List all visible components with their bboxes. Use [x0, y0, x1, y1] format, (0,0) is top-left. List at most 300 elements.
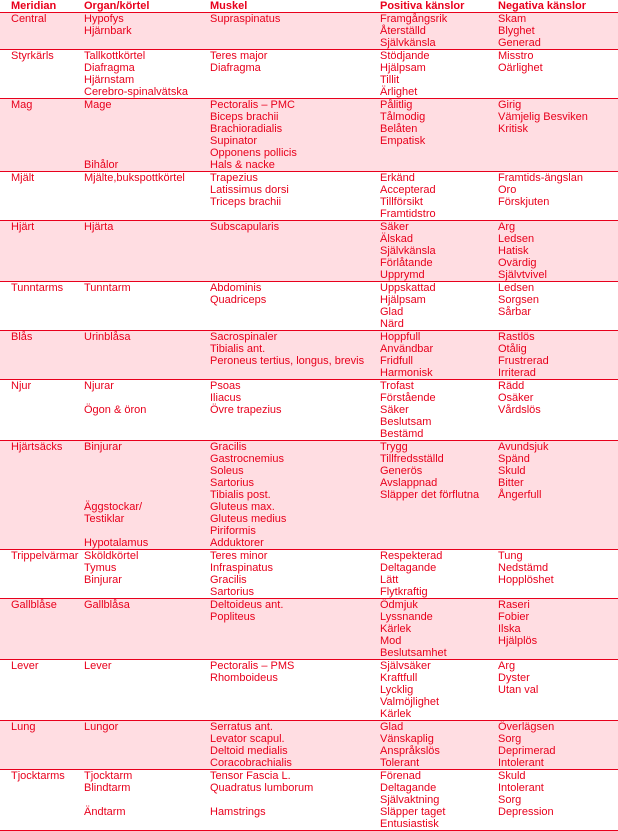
cell-line: Depression: [498, 806, 554, 818]
cell-line: Tallkottkörtel: [84, 50, 146, 62]
organ-cell: [84, 331, 210, 379]
cell-line: Diafragma: [84, 62, 135, 74]
cell-line: Gluteus max.: [210, 501, 275, 513]
cell-line: Hjälpsam: [380, 294, 426, 306]
cell-line: Ilska: [498, 623, 521, 635]
cell-line: Rädd: [498, 380, 525, 392]
cell-line: [498, 74, 618, 86]
cell-line: [498, 586, 618, 598]
table-body: [0, 13, 618, 831]
cell-line: [210, 233, 380, 245]
meridian-cell: [0, 13, 84, 49]
cell-line: Generös: [380, 465, 423, 477]
table-row: [0, 441, 618, 550]
cell-line: [84, 428, 210, 440]
positive-cell: [380, 550, 498, 598]
table-row: [0, 172, 618, 221]
positive-cell: [380, 380, 498, 440]
cell-line: Hals & nacke: [210, 159, 275, 171]
cell-line: [11, 562, 84, 574]
cell-line: Blindtarm: [84, 782, 131, 794]
header-organ: Organ/körtel: [84, 0, 150, 12]
cell-line: Latissimus dorsi: [210, 184, 289, 196]
cell-line: Accepterad: [380, 184, 436, 196]
meridian-cell: [0, 599, 84, 659]
cell-line: [84, 635, 210, 647]
cell-line: Gastrocnemius: [210, 453, 284, 465]
cell-line: Coracobrachialis: [210, 757, 292, 769]
cell-line: [210, 25, 380, 37]
cell-line: [210, 86, 380, 98]
cell-line: Vänskaplig: [380, 733, 434, 745]
muscle-cell: [210, 721, 380, 769]
cell-line: Tillfredsställd: [380, 453, 444, 465]
cell-line: Osäker: [498, 392, 534, 404]
cell-line: [11, 318, 84, 330]
cell-line: Tibialis post.: [210, 489, 271, 501]
header-meridian: Meridian: [11, 0, 57, 12]
cell-line: Ödmjuk: [380, 599, 418, 611]
cell-line: Tjocktarms: [11, 770, 65, 782]
cell-line: [84, 647, 210, 659]
cell-line: [380, 537, 498, 549]
muscle-cell: [210, 770, 380, 830]
cell-line: Tunntarms: [11, 282, 64, 294]
negative-cell: [498, 660, 618, 720]
cell-line: [84, 208, 210, 220]
organ-cell: [84, 599, 210, 659]
meridian-cell: [0, 441, 84, 549]
cell-line: Soleus: [210, 465, 244, 477]
cell-line: Uppskattad: [380, 282, 436, 294]
cell-line: [210, 367, 380, 379]
header-negative: Negativa känslor: [498, 0, 587, 12]
cell-line: [380, 501, 498, 513]
muscle-cell: [210, 599, 380, 659]
muscle-cell: [210, 99, 380, 171]
cell-line: Tibialis ant.: [210, 343, 266, 355]
cell-line: [84, 257, 210, 269]
cell-line: Lyssnande: [380, 611, 433, 623]
cell-line: [84, 111, 210, 123]
cell-line: [210, 245, 380, 257]
cell-line: Äggstockar/: [84, 501, 143, 513]
positive-cell: [380, 221, 498, 281]
cell-line: Gallblåsa: [84, 599, 130, 611]
cell-line: Testiklar: [84, 513, 125, 525]
cell-line: [11, 147, 84, 159]
meridian-cell: [0, 380, 84, 440]
cell-line: Självtvivel: [498, 269, 547, 281]
cell-line: Hypotalamus: [84, 537, 149, 549]
cell-line: [498, 696, 618, 708]
header-muscle: Muskel: [210, 0, 248, 12]
cell-line: [84, 477, 210, 489]
negative-cell: [498, 380, 618, 440]
cell-line: Hjälplös: [498, 635, 538, 647]
cell-line: Binjurar: [84, 574, 122, 586]
cell-line: Flytkraftig: [380, 586, 428, 598]
table-row: [0, 599, 618, 660]
cell-line: Popliteus: [210, 611, 256, 623]
cell-line: [11, 537, 84, 549]
cell-line: Skuld: [498, 770, 526, 782]
cell-line: Tolerant: [380, 757, 420, 769]
cell-line: [11, 489, 84, 501]
cell-line: Frustrerad: [498, 355, 549, 367]
cell-line: [498, 416, 618, 428]
cell-line: Otålig: [498, 343, 527, 355]
cell-line: [11, 294, 84, 306]
organ-cell: [84, 13, 210, 49]
cell-line: Släpper det förflutna: [380, 489, 480, 501]
cell-line: [11, 745, 84, 757]
cell-line: [84, 696, 210, 708]
cell-line: Harmonisk: [380, 367, 433, 379]
cell-line: [210, 635, 380, 647]
table-row: [0, 380, 618, 441]
cell-line: Central: [11, 13, 47, 25]
muscle-cell: [210, 13, 380, 49]
cell-line: Ögon & öron: [84, 404, 147, 416]
cell-line: Glad: [380, 721, 404, 733]
cell-line: [498, 647, 618, 659]
cell-line: [11, 269, 84, 281]
muscle-cell: [210, 172, 380, 220]
cell-line: [498, 159, 618, 171]
cell-line: [11, 453, 84, 465]
positive-cell: [380, 599, 498, 659]
cell-line: Mjälte,bukspottkörtel: [84, 172, 185, 184]
cell-line: [11, 355, 84, 367]
cell-line: [210, 257, 380, 269]
cell-line: Biceps brachii: [210, 111, 279, 123]
cell-line: [84, 733, 210, 745]
cell-line: Gallblåse: [11, 599, 57, 611]
cell-line: Hoppfull: [380, 331, 421, 343]
cell-line: [84, 465, 210, 477]
cell-line: Gracilis: [210, 574, 247, 586]
positive-cell: [380, 282, 498, 330]
cell-line: [11, 733, 84, 745]
cell-line: Subscapularis: [210, 221, 280, 233]
cell-line: [11, 245, 84, 257]
cell-line: Vämjelig Besviken: [498, 111, 588, 123]
positive-cell: [380, 721, 498, 769]
organ-cell: [84, 770, 210, 830]
cell-line: Hjärt: [11, 221, 35, 233]
positive-cell: [380, 331, 498, 379]
cell-line: Generad: [498, 37, 541, 49]
cell-line: [11, 343, 84, 355]
cell-line: Deltagande: [380, 782, 437, 794]
cell-line: [498, 208, 618, 220]
cell-line: Självsäker: [380, 660, 431, 672]
cell-line: Tillit: [380, 74, 400, 86]
cell-line: Vårdslös: [498, 404, 541, 416]
cell-line: Infraspinatus: [210, 562, 273, 574]
cell-line: [84, 367, 210, 379]
cell-line: Belåten: [380, 123, 418, 135]
cell-line: [84, 757, 210, 769]
meridian-cell: [0, 331, 84, 379]
cell-line: [11, 782, 84, 794]
cell-line: [11, 586, 84, 598]
cell-line: Framtidstro: [380, 208, 436, 220]
cell-line: Adduktorer: [210, 537, 264, 549]
positive-cell: [380, 660, 498, 720]
positive-cell: [380, 770, 498, 830]
table-row: [0, 331, 618, 380]
cell-line: [210, 37, 380, 49]
cell-line: [84, 37, 210, 49]
cell-line: [84, 489, 210, 501]
cell-line: Upprymd: [380, 269, 425, 281]
cell-line: Serratus ant.: [210, 721, 273, 733]
muscle-cell: [210, 441, 380, 549]
cell-line: Diafragma: [210, 62, 261, 74]
cell-line: Lycklig: [380, 684, 414, 696]
cell-line: [11, 501, 84, 513]
cell-line: [84, 184, 210, 196]
cell-line: Arg: [498, 660, 516, 672]
organ-cell: [84, 550, 210, 598]
cell-line: Utan val: [498, 684, 539, 696]
cell-line: [498, 818, 618, 830]
cell-line: [11, 647, 84, 659]
cell-line: [11, 25, 84, 37]
table-row: [0, 221, 618, 282]
cell-line: [84, 355, 210, 367]
cell-line: [11, 159, 84, 171]
cell-line: [11, 623, 84, 635]
cell-line: [11, 37, 84, 49]
cell-line: Dyster: [498, 672, 530, 684]
cell-line: Cerebro-spinalvätska: [84, 86, 188, 98]
cell-line: Gracilis: [210, 441, 247, 453]
cell-line: Sorg: [498, 794, 522, 806]
organ-cell: [84, 221, 210, 281]
cell-line: Tjocktarm: [84, 770, 133, 782]
cell-line: Levator scapul.: [210, 733, 285, 745]
cell-line: Brachioradialis: [210, 123, 283, 135]
negative-cell: [498, 770, 618, 830]
table-row: [0, 282, 618, 331]
table-row: [0, 660, 618, 721]
cell-line: Sartorius: [210, 477, 255, 489]
cell-line: [11, 477, 84, 489]
meridian-cell: [0, 770, 84, 830]
cell-line: Ledsen: [498, 233, 535, 245]
cell-line: Mod: [380, 635, 402, 647]
cell-line: [84, 392, 210, 404]
cell-line: Sköldkörtel: [84, 550, 139, 562]
meridian-cell: [0, 550, 84, 598]
table-row: [0, 99, 618, 172]
cell-line: Deltoideus ant.: [210, 599, 284, 611]
table-row: [0, 550, 618, 599]
cell-line: [498, 501, 618, 513]
cell-line: Urinblåsa: [84, 331, 131, 343]
cell-line: Trapezius: [210, 172, 258, 184]
cell-line: Intolerant: [498, 782, 544, 794]
cell-line: Bitter: [498, 477, 524, 489]
cell-line: Binjurar: [84, 441, 122, 453]
negative-cell: [498, 441, 618, 549]
cell-line: Abdominis: [210, 282, 262, 294]
meridian-cell: [0, 221, 84, 281]
cell-line: Erkänd: [380, 172, 415, 184]
cell-line: Hjärnstam: [84, 74, 135, 86]
meridian-cell: [0, 99, 84, 171]
muscle-cell: [210, 660, 380, 720]
cell-line: Tung: [498, 550, 523, 562]
cell-line: Hjälpsam: [380, 62, 426, 74]
cell-line: [380, 147, 498, 159]
cell-line: Ärlighet: [380, 86, 418, 98]
cell-line: Förenad: [380, 770, 421, 782]
cell-line: Valmöjlighet: [380, 696, 440, 708]
cell-line: [498, 147, 618, 159]
cell-line: [11, 757, 84, 769]
muscle-cell: [210, 331, 380, 379]
cell-line: Fobier: [498, 611, 530, 623]
cell-line: Mage: [84, 99, 112, 111]
cell-line: [11, 794, 84, 806]
cell-line: Lung: [11, 721, 36, 733]
cell-line: Supinator: [210, 135, 258, 147]
cell-line: Arg: [498, 221, 516, 233]
cell-line: Pectoralis – PMC: [210, 99, 295, 111]
cell-line: Säker: [380, 404, 409, 416]
cell-line: Lätt: [380, 574, 399, 586]
cell-line: [11, 123, 84, 135]
cell-line: [11, 62, 84, 74]
cell-line: Ångerfull: [498, 489, 542, 501]
cell-line: Trofast: [380, 380, 414, 392]
cell-line: [210, 818, 380, 830]
meridian-cell: [0, 50, 84, 98]
cell-line: Ändtarm: [84, 806, 126, 818]
organ-cell: [84, 441, 210, 549]
cell-line: Deprimerad: [498, 745, 556, 757]
cell-line: [84, 245, 210, 257]
cell-line: Användbar: [380, 343, 434, 355]
cell-line: [11, 111, 84, 123]
cell-line: [84, 745, 210, 757]
cell-line: Bihålor: [84, 159, 119, 171]
cell-line: Självkänsla: [380, 245, 436, 257]
cell-line: Förlåtande: [380, 257, 433, 269]
cell-line: [84, 318, 210, 330]
cell-line: Tålmodig: [380, 111, 426, 123]
table-header: [0, 0, 618, 13]
cell-line: Framgångsrik: [380, 13, 448, 25]
cell-line: Lever: [11, 660, 39, 672]
cell-line: Mjält: [11, 172, 35, 184]
negative-cell: [498, 172, 618, 220]
negative-cell: [498, 331, 618, 379]
meridian-cell: [0, 172, 84, 220]
cell-line: [11, 696, 84, 708]
cell-line: [210, 269, 380, 281]
cell-line: Quadriceps: [210, 294, 267, 306]
cell-line: [498, 513, 618, 525]
cell-line: Quadratus lumborum: [210, 782, 314, 794]
cell-line: [210, 416, 380, 428]
cell-line: [11, 184, 84, 196]
cell-line: [210, 74, 380, 86]
cell-line: Mag: [11, 99, 33, 111]
cell-line: Psoas: [210, 380, 241, 392]
cell-line: [84, 623, 210, 635]
cell-line: Avundsjuk: [498, 441, 549, 453]
cell-line: Förstående: [380, 392, 436, 404]
meridian-cell: [0, 721, 84, 769]
cell-line: [84, 586, 210, 598]
cell-line: [11, 404, 84, 416]
cell-line: [84, 306, 210, 318]
cell-line: [84, 269, 210, 281]
cell-line: Sacrospinaler: [210, 331, 278, 343]
cell-line: [210, 208, 380, 220]
cell-line: [84, 147, 210, 159]
cell-line: Iliacus: [210, 392, 242, 404]
cell-line: Kraftfull: [380, 672, 418, 684]
cell-line: Släpper taget: [380, 806, 446, 818]
cell-line: Självaktning: [380, 794, 440, 806]
muscle-cell: [210, 380, 380, 440]
organ-cell: [84, 660, 210, 720]
muscle-cell: [210, 282, 380, 330]
cell-line: [11, 86, 84, 98]
cell-line: Skuld: [498, 465, 526, 477]
header-positive: Positiva känslor: [380, 0, 465, 12]
negative-cell: [498, 599, 618, 659]
cell-line: [210, 708, 380, 720]
cell-line: Säker: [380, 221, 409, 233]
cell-line: [210, 696, 380, 708]
cell-line: Självkänsla: [380, 37, 436, 49]
cell-line: [84, 123, 210, 135]
cell-line: Förskjuten: [498, 196, 550, 208]
cell-line: [84, 453, 210, 465]
organ-cell: [84, 282, 210, 330]
cell-line: Tunntarm: [84, 282, 131, 294]
cell-line: Sorg: [498, 733, 522, 745]
cell-line: [84, 343, 210, 355]
cell-line: [380, 159, 498, 171]
positive-cell: [380, 172, 498, 220]
cell-line: Hopplöshet: [498, 574, 554, 586]
cell-line: [11, 392, 84, 404]
cell-line: Överlägsen: [498, 721, 555, 733]
table-row: [0, 50, 618, 99]
cell-line: Avslappnad: [380, 477, 438, 489]
cell-line: [380, 525, 498, 537]
cell-line: [84, 233, 210, 245]
cell-line: Oro: [498, 184, 517, 196]
negative-cell: [498, 50, 618, 98]
negative-cell: [498, 550, 618, 598]
cell-line: Glad: [380, 306, 404, 318]
organ-cell: [84, 380, 210, 440]
cell-line: [11, 635, 84, 647]
cell-line: [11, 513, 84, 525]
cell-line: Empatisk: [380, 135, 426, 147]
organ-cell: [84, 721, 210, 769]
cell-line: Teres minor: [210, 550, 268, 562]
